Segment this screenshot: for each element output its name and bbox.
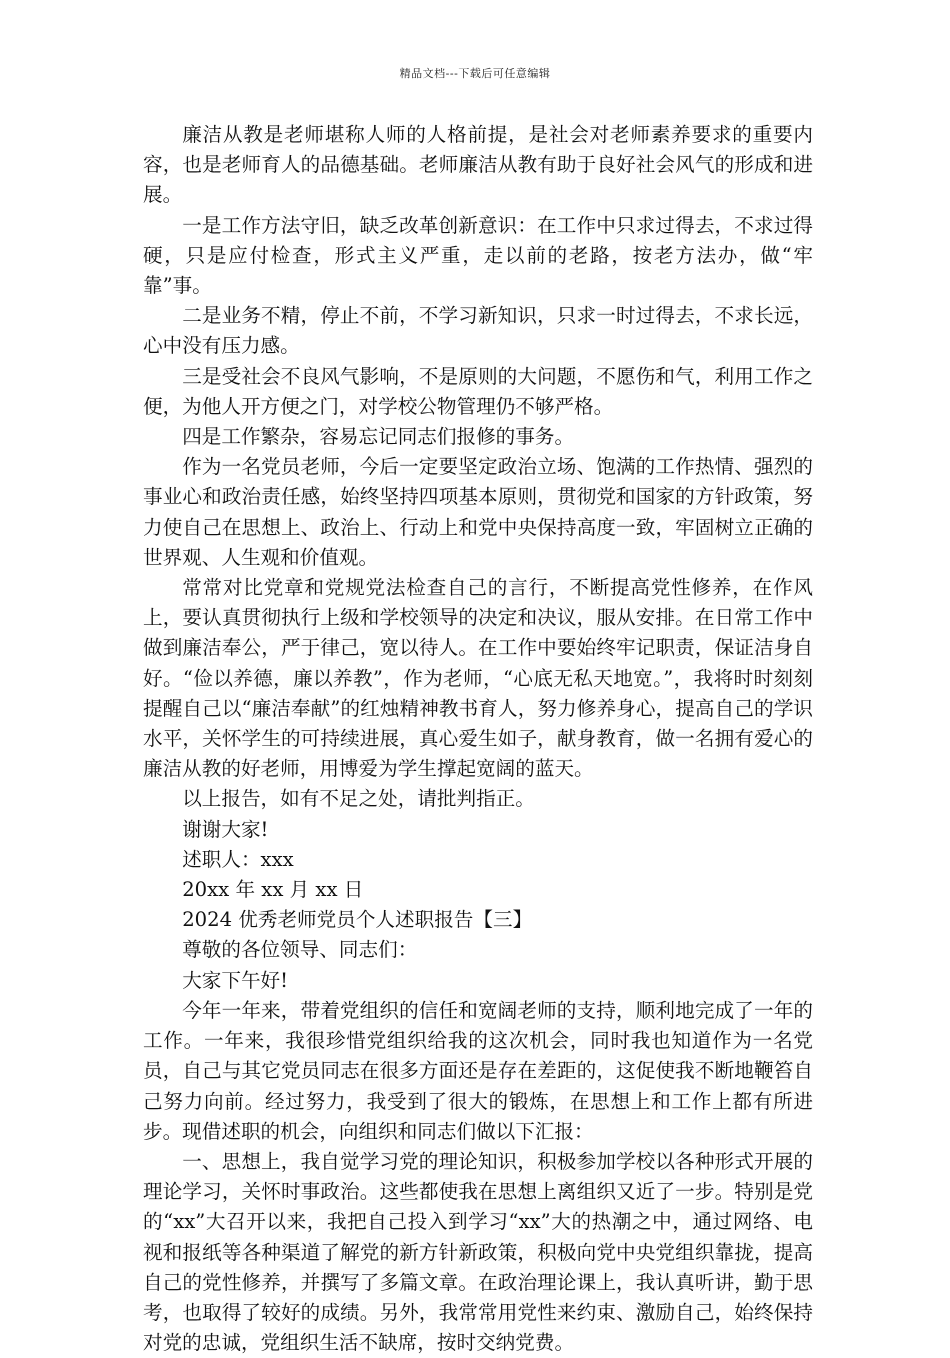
date-line: 20xx 年 xx 月 xx 日 xyxy=(182,878,364,902)
paragraph: 今年一年来，带着党组织的信任和宽阔老师的支持，顺利地完成了一年的工作。一年来，我很珍惜党组织给我的这次机会，同时我也知道作为一名党员，自己与其它党员同志在很多方面还是存在差距的，这促使我不断地鞭笞自己努力向前。经过努力，我受到了很大的锻炼，在思想上和工作上都有所进步。现借述职的机会，向组织和同志们做以下汇报： xyxy=(143,998,813,1143)
signature-line: 述职人：xxx xyxy=(182,847,294,871)
paragraph: 三是受社会不良风气影响，不是原则的大问题，不愿伤和气，利用工作之便，为他人开方便之门，对学校公物管理仍不够严格。 xyxy=(143,364,813,418)
document-body xyxy=(143,120,813,1358)
paragraph: 一是工作方法守旧，缺乏改革创新意识：在工作中只求过得去，不求过得硬，只是应付检查，形式主义严重，走以前的老路，按老方法办，做“牢靠”事。 xyxy=(143,213,813,298)
greeting: 大家下午好! xyxy=(182,968,289,992)
paragraph: 四是工作繁杂，容易忘记同志们报修的事务。 xyxy=(182,425,575,449)
section-title: 2024 优秀老师党员个人述职报告【三】 xyxy=(182,908,533,932)
paragraph: 常常对比党章和党规党法检查自己的言行，不断提高党性修养，在作风上，要认真贯彻执行上级和学校领导的决定和决议，服从安排。在日常工作中做到廉洁奉公，严于律己，宽以待人。在工作中要始终牢记职责，保证洁身自好。“俭以养德，廉以养教”，作为老师，“心底无私天地宽。”，我将时时刻刻提醒自己以“廉洁奉献”的红烛精神教书育人，努力修养身心，提高自己的学识水平，关怀学生的可持续进展，真心爱生如子，献身教育，做一名拥有爱心的廉洁从教的好老师，用博爱为学生撑起宽阔的蓝天。 xyxy=(143,576,813,781)
paragraph: 廉洁从教是老师堪称人师的人格前提，是社会对老师素养要求的重要内容，也是老师育人的品德基础。老师廉洁从教有助于良好社会风气的形成和进展。 xyxy=(143,123,813,207)
paragraph: 作为一名党员老师，今后一定要坚定政治立场、饱满的工作热情、强烈的事业心和政治责任感，始终坚持四项基本原则，贯彻党和国家的方针政策，努力使自己在思想上、政治上、行动上和党中央保持高度一致，牢固树立正确的世界观、人生观和价值观。 xyxy=(143,455,813,569)
salutation: 尊敬的各位领导、同志们： xyxy=(182,938,418,962)
paragraph: 以上报告，如有不足之处，请批判指正。 xyxy=(182,787,535,811)
paragraph: 二是业务不精，停止不前，不学习新知识，只求一时过得去，不求长远，心中没有压力感。 xyxy=(143,304,813,358)
paragraph: 一、思想上，我自觉学习党的理论知识，积极参加学校以各种形式开展的理论学习，关怀时事政治。这些都使我在思想上离组织又近了一步。特别是党的“xx”大召开以来，我把自己投入到学习“xx”大的热潮之中，通过网络、电视和报纸等各种渠道了解党的新方针新政策，积极向党中央党组织靠拢，提高自己的党性修养，并撰写了多篇文章。在政治理论课上，我认真听讲，勤于思考，也取得了较好的成绩。另外，我常常用党性来约束、激励自己，始终保持对党的忠诚，党组织生活不缺席，按时交纳党费。 xyxy=(143,1149,813,1355)
page-header: 精品文档---下载后可任意编辑 xyxy=(399,67,551,80)
paragraph: 谢谢大家! xyxy=(182,817,269,841)
